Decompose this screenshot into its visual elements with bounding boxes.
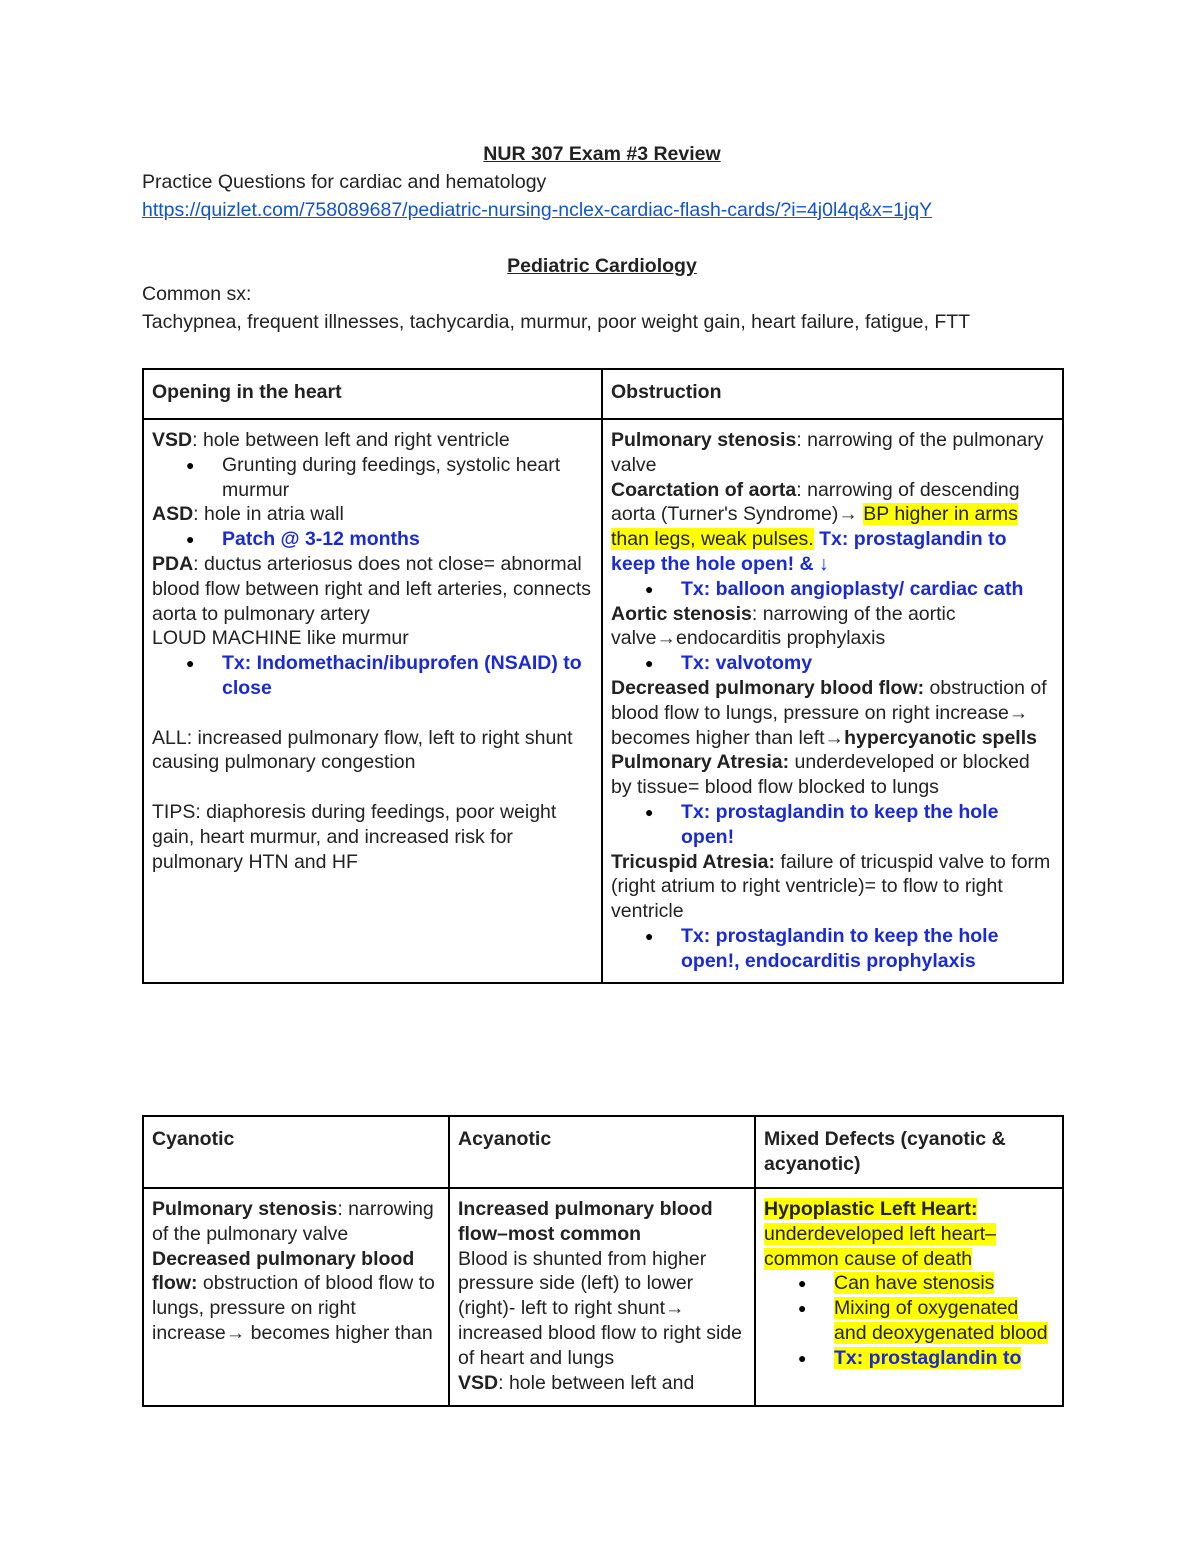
pda-term: PDA [152, 552, 194, 575]
cyanotic-table [142, 1115, 1064, 1407]
pa-bullet: ● Tx: prostaglandin to keep the hole open! [681, 800, 1054, 850]
cy-dpbf-def: obstruction of blood flow to lungs, pressure on right increase→ becomes higher than [152, 1272, 435, 1344]
cy-dpbf-term: Decreased pulmonary blood flow: [152, 1247, 415, 1295]
ac-ipbf-term: Increased pulmonary blood flow–most common [458, 1198, 713, 1245]
cy-ps-def: : narrowing of the pulmonary valve [152, 1198, 434, 1245]
as-def: : narrowing of the aortic valve→endocarditis prophylaxis [611, 602, 956, 650]
as-bullet: ● Tx: valvotomy [681, 651, 1054, 676]
dpbf-term: Decreased pulmonary blood flow: [611, 676, 925, 699]
asd-term: ASD [152, 503, 194, 526]
coa-highlight: BP higher in arms than legs, weak pulses. [611, 503, 1018, 551]
vsd-bullet: ● Grunting during feedings, systolic heart murmur [222, 453, 593, 503]
asd-def: : hole in atria wall [193, 503, 344, 526]
dpbf-def: obstruction of blood flow to lungs, pressure on right increase→ becomes higher than left→ [611, 676, 1047, 749]
vsd-term: VSD [152, 429, 193, 451]
quizlet-link[interactable]: https://quizlet.com/758089687/pediatric-nursing-nclex-cardiac-flash-cards/?i=4j0l4q&x=1jqY [142, 199, 933, 221]
coa-bullet: ● Tx: balloon angioplasty/ cardiac cath [681, 577, 1054, 602]
as-term: Aortic stenosis [611, 602, 752, 625]
vsd-def: : hole between left and right ventricle [192, 429, 510, 451]
header-mixed: Mixed Defects (cyanotic & acyanotic) [755, 1116, 1063, 1188]
document-page [142, 140, 1062, 336]
tips-note: TIPS: diaphoresis during feedings, poor weight gain, heart murmur, and increased risk for pulmonary HTN and HF [152, 800, 557, 873]
cell-obstruction [602, 419, 1063, 983]
header-opening: Opening in the heart [143, 369, 602, 419]
ta-bullet: ● Tx: prostaglandin to keep the hole open!, endocarditis prophylaxis [681, 924, 1054, 974]
mx-bullet-1-text: Can have stenosis [834, 1272, 995, 1295]
pa-def: underdeveloped or blocked by tissue= blood flow blocked to lungs [611, 751, 1030, 799]
coa-def: : narrowing of descending aorta (Turner's Syndrome)→ [611, 478, 1020, 526]
cell-opening [143, 419, 602, 983]
pa-term: Pulmonary Atresia: [611, 751, 790, 774]
mx-bullet-2 [834, 1296, 1054, 1346]
ps-def: : narrowing of the pulmonary valve [611, 429, 1044, 476]
ac-vsd-term: VSD [458, 1371, 499, 1394]
dpbf-bold: hypercyanotic spells [844, 726, 1037, 749]
cy-ps-term: Pulmonary stenosis [152, 1198, 338, 1220]
header-obstruction: Obstruction [602, 369, 1063, 419]
cell-mixed [755, 1188, 1063, 1406]
heart-defects-table [142, 368, 1064, 984]
common-sx-label: Common sx: [142, 283, 252, 305]
ta-def: failure of tricuspid valve to form (right atrium to right ventricle)= to flow to right ventricle [611, 850, 1051, 923]
subtitle: Practice Questions for cardiac and hematology [142, 171, 547, 193]
mx-bullet-3 [834, 1346, 1054, 1371]
asd-bullet: ● Patch @ 3-12 months [222, 527, 593, 552]
cell-acyanotic [449, 1188, 755, 1406]
mx-tx-bullet-text: Tx: prostaglandin to [834, 1346, 1022, 1369]
coa-term: Coarctation of aorta [611, 478, 797, 501]
mx-hlh-def: underdeveloped left heart– common cause of death [764, 1222, 997, 1270]
pda-note: LOUD MACHINE like murmur [152, 627, 409, 650]
section-title: Pediatric Cardiology [507, 255, 697, 277]
ac-vsd-def: : hole between left and [498, 1371, 695, 1394]
header-acyanotic: Acyanotic [449, 1116, 755, 1188]
pda-bullet: ● Tx: Indomethacin/ibuprofen (NSAID) to close [222, 651, 593, 701]
common-sx-list: Tachypnea, frequent illnesses, tachycardia, murmur, poor weight gain, heart failure, fatigue, FTT [142, 311, 971, 333]
pda-def: : ductus arteriosus does not close= abnormal blood flow between right and left arteries, connects aorta to pulmonary artery [152, 552, 592, 625]
ta-term: Tricuspid Atresia: [611, 850, 775, 873]
header-cyanotic: Cyanotic [143, 1116, 449, 1188]
cell-cyanotic [143, 1188, 449, 1406]
ps-term: Pulmonary stenosis [611, 429, 797, 451]
mx-bullet-2-text: Mixing of oxygenated and deoxygenated blood [834, 1297, 1048, 1344]
coa-tx: Tx: prostaglandin to keep the hole open! & ↓ [611, 528, 1007, 575]
ac-ipbf-def: Blood is shunted from higher pressure side (left) to lower (right)- left to right shunt→ increased blood flow to right side of heart and lungs [458, 1247, 742, 1369]
page-title: NUR 307 Exam #3 Review [483, 143, 721, 165]
mx-hlh-term: Hypoplastic Left Heart: [764, 1198, 978, 1220]
mx-bullet-1 [834, 1271, 1054, 1296]
all-note: ALL: increased pulmonary flow, left to right shunt causing pulmonary congestion [152, 726, 573, 774]
